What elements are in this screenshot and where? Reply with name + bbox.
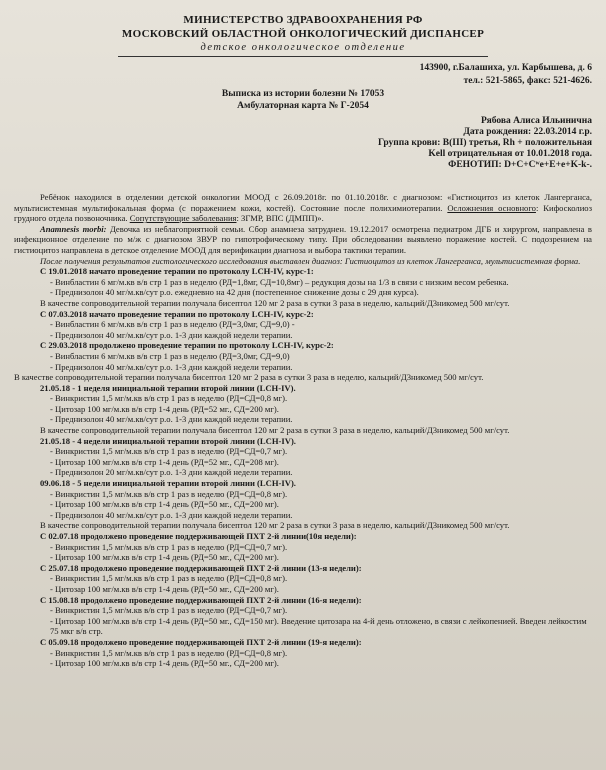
course-2-prednisolone: - Преднизолон 40 мг/м.кв/сут р.о. 1-3 дни каждой недели терапии. (50, 329, 293, 340)
week-4-cytarabine: - Цитозар 100 мг/м.кв в/в стр 1-4 день (РД=52 мг., СД=208 мг). (50, 456, 279, 467)
course-1-vinblastine: - Винбластин 6 мг/м.кв в/в стр 1 раз в неделю (РД=1,8мг, СД=10,8мг) – редукция дозы на 1/3 в связи с низким весом ребенка. (50, 276, 509, 287)
week-5-prednisolone: - Преднизолон 40 мг/м.кв/сут р.о. 1-3 дни каждой недели терапии. (50, 509, 293, 520)
diagnosis-text: Ребёнок находился в отделении детской онкологии МООД с 26.09.2018г. по 01.10.2018г. с диагнозом: «Гистиоцитоз из клеток Лангерганса, мультисистемная мультифокальная форма (с поражением кожи, костей). Состояние после полихимиотерапии. (14, 192, 592, 213)
maintenance-week-19: С 05.09.18 продолжено проведение поддерживающей ПХТ 2-й линии (19-я недели): (40, 636, 362, 647)
therapy-course-2: С 07.03.2018 начато проведение терапии по протоколу LCH-IV, курс-2: (40, 308, 314, 319)
week-10-cytarabine: - Цитозар 100 мг/м.кв в/в стр 1-4 день (РД=50 мг., СД=200 мг). (50, 552, 279, 563)
document-title (0, 88, 606, 112)
course-2c-prednisolone: - Преднизолон 40 мг/м.кв/сут р.о. 1-3 дни каждой недели терапии. (50, 361, 293, 372)
extract-number: Выписка из истории болезни № 17053 (221, 89, 385, 99)
dispensary-header: МОСКОВСКИЙ ОБЛАСТНОЙ ОНКОЛОГИЧЕСКИЙ ДИСПАНСЕР (121, 28, 485, 40)
week-13-vincristine: - Винкристин 1,5 мг/м.кв в/в стр 1 раз в неделю (РД=СД=0,8 мг). (50, 573, 288, 584)
anamnesis-paragraph (14, 224, 592, 256)
anamnesis-text: Девочка из неблагоприятной семьи. Сбор анамнеза затруднен. 19.12.2017 осмотрена педиатром ДГБ и хирургом, направлена в инфекционное отделение по м/ж с диагнозом ЗВУР по гипотрофическому типу. При обследовании выявлено поражение костей. С подозрением на гистиоцитоз направлена в детское отделение МООД для верификации диагноза и выбора тактики терапии. (14, 223, 592, 255)
kell-status: Kell отрицательная от 10.01.2018 года. (428, 149, 592, 159)
course-2c-supportive: В качестве сопроводительной терапии получала бисептол 120 мг 2 раза в сутки 3 раза в неделю, кальций/Д3никомед 500 мг/сут. (14, 372, 484, 383)
phenotype: ФЕНОТИП: D+C+Cʷe+E+e+K-k-. (448, 160, 592, 170)
blood-group: Группа крови: B(III) третья, Rh + положительная (377, 138, 592, 148)
week-1-supportive: В качестве сопроводительной терапии получала бисептол 120 мг 2 раза в сутки 3 раза в неделю, кальций/Д3никомед 500 мг/сут. (40, 425, 510, 436)
week-5-cytarabine: - Цитозар 100 мг/м.кв в/в стр 1-4 день (РД=50 мг., СД=200 мг). (50, 499, 279, 510)
second-line-week-5: 09.06.18 - 5 недели инициальной терапии второй линии (LCH-IV). (40, 478, 296, 489)
week-5-supportive: В качестве сопроводительной терапии получала бисептол 120 мг 2 раза в сутки 3 раза в неделю, кальций/Д3никомед 500 мг/сут. (40, 520, 510, 531)
birth-date: Дата рождения: 22.03.2014 г.р. (463, 127, 592, 137)
week-19-cytarabine: - Цитозар 100 мг/м.кв в/в стр 1-4 день (РД=50 мг., СД=200 мг). (50, 658, 279, 669)
therapy-course-2-continued: С 29.03.2018 продолжено проведение терапии по протоколу LCH-IV, курс-2: (40, 340, 334, 351)
outpatient-card-number: Амбулаторная карта № Г-2054 (237, 101, 369, 111)
course-2-vinblastine: - Винбластин 6 мг/м.кв в/в стр 1 раз в неделю (РД=3,0мг, СД=9,0) - (50, 319, 295, 330)
week-16-cytarabine: - Цитозар 100 мг/м.кв в/в стр 1-4 день (РД=50 мг., СД=150 мг). Введение цитозара на 4-й день отложено, в связи с лейкопенией. Введен лейкостим 75 мкг в/в стр. (50, 615, 587, 637)
address-block (352, 62, 592, 88)
complications-label: Осложнения основного (447, 202, 536, 213)
week-1-cytarabine: - Цитозар 100 мг/м.кв в/в стр 1-4 день (РД=52 мг., СД=200 мг). (50, 403, 279, 414)
week-10-vincristine: - Винкристин 1,5 мг/м.кв в/в стр 1 раз в неделю (РД=СД=0,7 мг). (50, 541, 288, 552)
patient-name: Рябова Алиса Ильинична (481, 116, 592, 126)
phone-line: тел.: 521-5865, факс: 521-4626. (463, 76, 592, 86)
therapy-course-1: С 19.01.2018 начато проведение терапии по протоколу LCH-IV, курс-1: (40, 266, 314, 277)
maintenance-week-13: С 25.07.18 продолжено проведение поддерживающей ПХТ 2-й линии (13-я недели): (40, 562, 362, 573)
maintenance-week-10: С 02.07.18 продолжено проведение поддерживающей ПХТ 2-й линии(10я недели): (40, 531, 357, 541)
week-16-vincristine: - Винкристин 1,5 мг/м.кв в/в стр 1 раз в неделю (РД=СД=0,7 мг). (50, 605, 288, 616)
week-13-cytarabine: - Цитозар 100 мг/м.кв в/в стр 1-4 день (РД=50 мг., СД=200 мг). (50, 583, 279, 594)
complications-text: : Кифосколиоз грудного отдела позвоночника. (14, 202, 592, 224)
week-4-vincristine: - Винкристин 1,5 мг/м.кв в/в стр 1 раз в неделю (РД=СД=0,7 мг). (50, 446, 288, 457)
week-4-prednisolone: - Преднизолон 20 мг/м.кв/сут р.о. 1-3 дни каждой недели терапии. (50, 467, 293, 478)
patient-info (262, 116, 592, 171)
department-header: детское онкологическое отделение (200, 42, 406, 53)
concomitant-label: Сопутствующие заболевания (129, 213, 237, 224)
course-1-supportive: В качестве сопроводительной терапии получала бисептол 120 мг 2 раза в сутки 3 раза в неделю, кальций/Д3никомед 500 мг/сут. (40, 297, 510, 308)
document-body (14, 192, 592, 669)
week-5-vincristine: - Винкристин 1,5 мг/м.кв в/в стр 1 раз в неделю (РД=СД=0,8 мг). (50, 488, 288, 499)
second-line-week-4: 21.05.18 - 4 недели инициальной терапии второй линии (LCH-IV). (40, 435, 296, 446)
histology-paragraph: После получения результатов гистологического исследования выставлен диагноз: Гистиоцитоз из клеток Лангерганса, мультисистемная форма. (40, 255, 581, 266)
diagnosis-paragraph (14, 192, 592, 224)
week-1-prednisolone: - Преднизолон 40 мг/м.кв/сут р.о. 1-3 дни каждой недели терапии. (50, 414, 293, 425)
ministry-header: МИНИСТЕРСТВО ЗДРАВООХРАНЕНИЯ РФ (183, 14, 423, 26)
concomitant-text: : ЗГМР, ВПС (ДМПП)». (236, 213, 324, 224)
maintenance-week-16: С 15.08.18 продолжено проведение поддерживающей ПХТ 2-й линии (16-я недели): (40, 594, 362, 605)
week-19-vincristine: - Винкристин 1,5 мг/м.кв в/в стр 1 раз в неделю (РД=СД=0,8 мг). (50, 647, 288, 658)
week-1-vincristine: - Винкристин 1,5 мг/м.кв в/в стр 1 раз в неделю (РД=СД=0,8 мг). (50, 393, 288, 404)
address-line: 143900, г.Балашиха, ул. Карбышева, д. 6 (419, 63, 592, 73)
second-line-week-1: 21.05.18 - 1 неделя инициальной терапии второй линии (LCH-IV). (40, 382, 296, 393)
header-divider (118, 56, 488, 57)
course-2c-vinblastine: - Винбластин 6 мг/м.кв в/в стр 1 раз в неделю (РД=3,0мг, СД=9,0) (50, 350, 290, 361)
course-1-prednisolone: - Преднизолон 40 мг/м.кв/сут р.о. ежедневно на 42 дня (постепенное снижение дозы с 29 дня курса). (50, 287, 419, 298)
anamnesis-label: Anamnesis morbi: (40, 223, 107, 234)
